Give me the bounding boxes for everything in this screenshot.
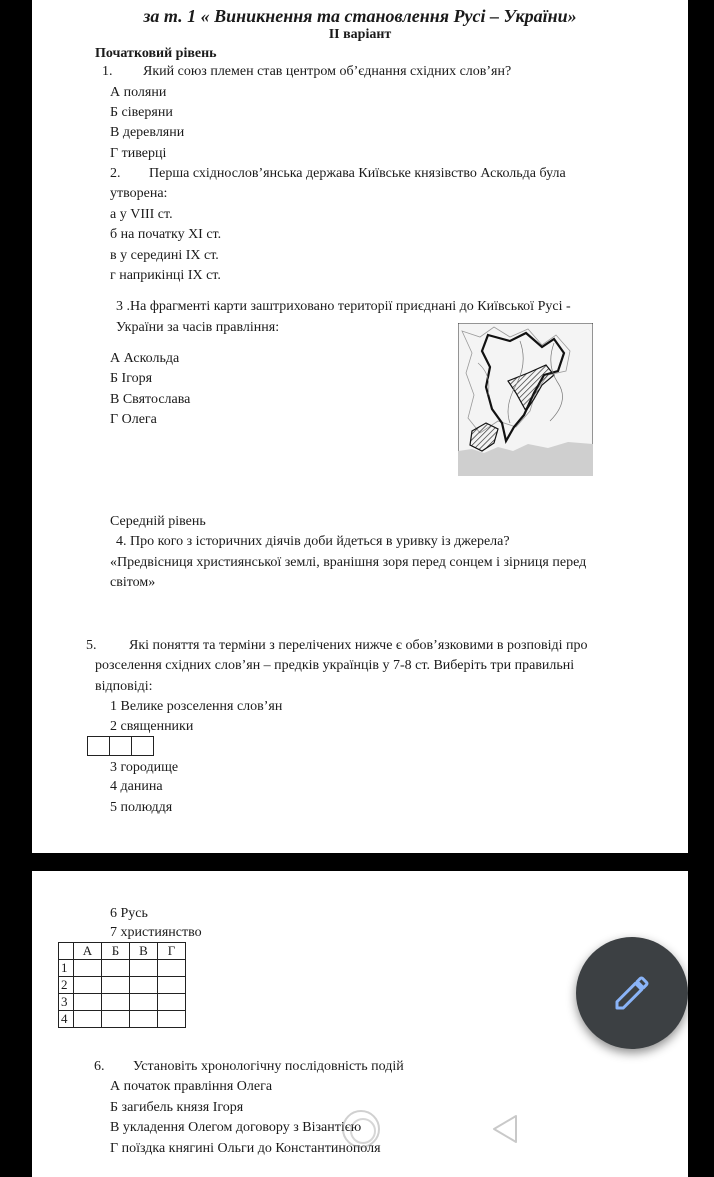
q4-text-line2: «Предвісниця християнської землі, вранішня зоря перед сонцем і зірниця перед [110, 555, 587, 570]
q3-option: Г Олега [110, 412, 157, 427]
table-cell [158, 1011, 186, 1028]
q1-option: А поляни [110, 85, 167, 100]
q1-option: В деревляни [110, 125, 185, 140]
edit-fab-button[interactable] [576, 937, 688, 1049]
q2-option: г наприкінці IX ст. [110, 268, 221, 283]
matching-table [58, 942, 186, 1028]
table-cell [102, 1011, 130, 1028]
answer-box [87, 736, 110, 756]
q5-item: 5 полюддя [110, 800, 173, 815]
q5-text-line3: відповіді: [95, 679, 153, 694]
table-column-header: А [74, 943, 102, 960]
q1-number: 1. [102, 64, 113, 79]
historical-map-figure [458, 323, 593, 476]
q6-text: Установіть хронологічну послідовність подій [133, 1059, 404, 1074]
answer-box [131, 736, 154, 756]
q2-text-line2: утворена: [110, 186, 168, 201]
q5-item: 1 Велике розселення слов’ян [110, 699, 283, 714]
section-heading-initial: Початковий рівень [95, 46, 217, 61]
table-row-header: 1 [59, 960, 74, 977]
q6-option: А початок правління Олега [110, 1079, 273, 1094]
home-circle-icon[interactable] [342, 1110, 380, 1148]
document-title: за т. 1 « Виникнення та становлення Русі – України» [143, 6, 577, 26]
table-header-row [59, 943, 186, 960]
variant-label: ІІ варіант [328, 27, 392, 42]
table-cell [74, 994, 102, 1011]
table-row [59, 1011, 186, 1028]
q4-text-line3: світом» [110, 575, 156, 590]
table-cell [158, 977, 186, 994]
table-cell [102, 994, 130, 1011]
table-cell [102, 977, 130, 994]
q5-text-line1: Які поняття та терміни з перелічених нижче є обов’язковими в розповіді про [129, 638, 588, 653]
table-cell [130, 960, 158, 977]
q5-number: 5. [86, 638, 97, 653]
table-row [59, 960, 186, 977]
q2-option: б на початку XI ст. [110, 227, 222, 242]
table-cell [130, 1011, 158, 1028]
q2-option: в у середині IX ст. [110, 248, 219, 263]
q5-item: 3 городище [110, 760, 179, 775]
table-cell [130, 977, 158, 994]
table-corner-cell [59, 943, 74, 960]
q2-option: а у VIII ст. [110, 207, 173, 222]
q5-item: 7 християнство [110, 925, 202, 940]
q1-option: Б сіверяни [110, 105, 173, 120]
q5-item: 6 Русь [110, 906, 148, 921]
table-column-header: В [130, 943, 158, 960]
table-cell [102, 960, 130, 977]
q2-number: 2. [110, 166, 121, 181]
q2-text-line1: Перша східнослов’янська держава Київське князівство Аскольда була [149, 166, 566, 181]
q6-option: В укладення Олегом договору з Візантією [110, 1120, 362, 1135]
table-row-header: 2 [59, 977, 74, 994]
q3-text-line1: 3 .На фрагменті карти заштриховано території приєднані до Київської Русі - [116, 299, 571, 314]
q5-item: 2 священники [110, 719, 194, 734]
q3-text-line2: України за часів правління: [116, 320, 280, 335]
q1-option: Г тиверці [110, 146, 167, 161]
table-column-header: Г [158, 943, 186, 960]
pencil-icon [612, 973, 652, 1013]
q5-text-line2: розселення східних слов’ян – предків українців у 7-8 ст. Виберіть три правильні [95, 658, 575, 673]
q5-item: 4 данина [110, 779, 163, 794]
table-cell [158, 994, 186, 1011]
back-triangle-icon[interactable] [490, 1113, 520, 1145]
answer-box [109, 736, 132, 756]
table-cell [74, 977, 102, 994]
table-row [59, 977, 186, 994]
q6-number: 6. [94, 1059, 105, 1074]
answer-boxes [88, 736, 154, 756]
q4-text-line1: 4. Про кого з історичних діячів доби йдеться в уривку із джерела? [116, 534, 510, 549]
table-cell [74, 960, 102, 977]
q6-option: Г поїздка княгині Ольги до Константинополя [110, 1141, 381, 1156]
q3-option: В Святослава [110, 392, 191, 407]
table-cell [158, 960, 186, 977]
table-cell [74, 1011, 102, 1028]
q3-option: Б Ігоря [110, 371, 153, 386]
section-heading-middle: Середній рівень [110, 514, 206, 529]
document-page-1 [32, 0, 688, 853]
table-row-header: 4 [59, 1011, 74, 1028]
q6-option: Б загибель князя Ігоря [110, 1100, 244, 1115]
table-column-header: Б [102, 943, 130, 960]
q1-text: Який союз племен став центром об’єднання східних слов’ян? [143, 64, 512, 79]
table-cell [130, 994, 158, 1011]
table-row-header: 3 [59, 994, 74, 1011]
table-row [59, 994, 186, 1011]
q3-option: А Аскольда [110, 351, 180, 366]
